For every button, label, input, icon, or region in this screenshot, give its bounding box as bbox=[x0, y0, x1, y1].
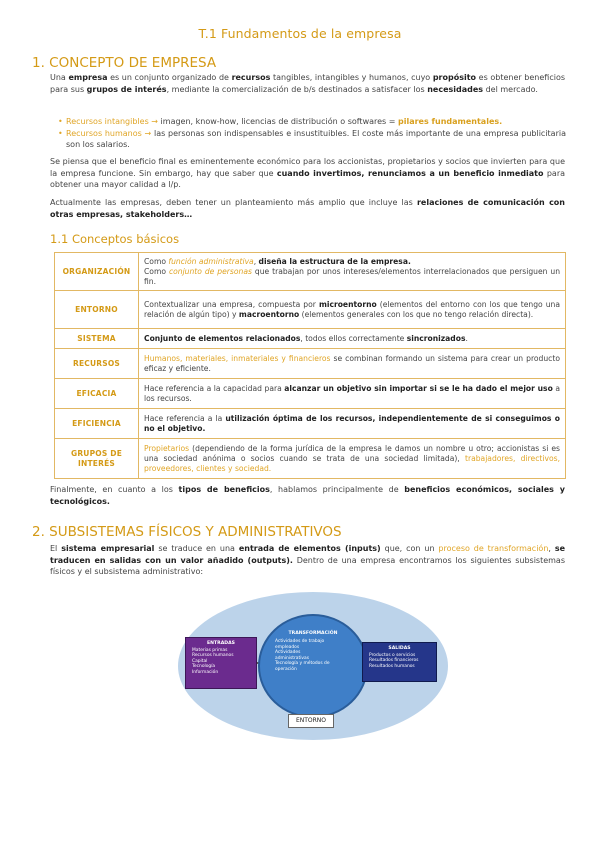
row-description: Propietarios (dependiendo de la forma jurídica de la empresa le damos un nombre u otro; accionistas si es una sociedad anónima o socios cuando se trata de una sociedad limitada), trabajadores, directivos, proveedores, clientes y sociedad. bbox=[139, 439, 566, 479]
list-item: Productos o servicios bbox=[369, 652, 416, 658]
list-item: Información bbox=[192, 669, 219, 675]
table-row bbox=[55, 329, 566, 349]
outputs-box bbox=[362, 642, 437, 682]
transformation-title: TRANSFORMACIÓN bbox=[288, 631, 338, 636]
concepts-table bbox=[54, 252, 566, 479]
row-description: Hace referencia a la utilización óptima de los recursos, independientemente de si conseguimos o no el objetivo. bbox=[139, 409, 566, 439]
section-1-paragraph-2: Se piensa que el beneficio final es eminentemente económico para los accionistas, propietarios y socios que invierten para que la empresa funcione. Sin embargo, hay que saber que cuando invertimos, renunciamos a un beneficio inmediato para obtener una mayor calidad a l/p. bbox=[50, 157, 566, 189]
table-row bbox=[55, 349, 566, 379]
section-1-paragraph-1: Una empresa es un conjunto organizado de recursos tangibles, intangibles y humanos, cuyo propósito es obtener beneficios para sus grupos de interés, mediante la comercialización de b/s destinados a satisfacer los necesidades del mercado. bbox=[50, 73, 566, 94]
row-label: ENTORNO bbox=[55, 291, 139, 329]
table-row bbox=[55, 409, 566, 439]
resource-bullet-list bbox=[58, 116, 566, 151]
list-item: operación bbox=[275, 666, 297, 672]
row-description: Conjunto de elementos relacionados, todos ellos correctamente sincronizados. bbox=[139, 329, 566, 349]
business-system-diagram bbox=[178, 592, 448, 740]
table-row bbox=[55, 291, 566, 329]
inputs-box bbox=[185, 637, 257, 689]
row-label: EFICACIA bbox=[55, 379, 139, 409]
section-2-paragraph: El sistema empresarial se traduce en una entrada de elementos (inputs) que, con un proceso de transformación, se traducen en salidas con un valor añadido (outputs). Dentro de una empresa encontramos los siguientes subsistemas físicos y el subsistema administrativo: bbox=[50, 544, 566, 576]
list-item: Tecnología bbox=[192, 664, 216, 670]
table-row bbox=[55, 379, 566, 409]
page-title: T.1 Fundamentos de la empresa bbox=[198, 26, 402, 41]
benefits-paragraph: Finalmente, en cuanto a los tipos de beneficios, hablamos principalmente de beneficios económicos, sociales y tecnológicos. bbox=[50, 485, 565, 506]
transformation-list bbox=[275, 639, 355, 673]
inputs-title: ENTRADAS bbox=[207, 641, 235, 646]
list-item: Capital bbox=[192, 658, 208, 664]
list-item: Resultados humanos bbox=[369, 663, 415, 669]
row-description: Como función administrativa, diseña la estructura de la empresa. Como conjunto de personas que trabajan por unos intereses/elementos interrelacionados que persiguen un fin. bbox=[139, 253, 566, 291]
bullet-icon: • bbox=[58, 117, 63, 126]
list-item: • Recursos humanos → las personas son indispensables e insustituibles. El coste más importante de una empresa publicitaria son los salarios. bbox=[58, 128, 566, 149]
list-item: Materias primas bbox=[192, 647, 228, 653]
row-description: Contextualizar una empresa, compuesta por microentorno (elementos del entorno con los que tengo una relación de algún tipo) y macroentorno (elementos generales con los que no tengo relación directa). bbox=[139, 291, 566, 329]
outputs-title: SALIDAS bbox=[388, 646, 411, 651]
row-description: Humanos, materiales, inmateriales y financieros se combinan formando un sistema para crear un producto eficaz y eficiente. bbox=[139, 349, 566, 379]
section-1-paragraph-3: Actualmente las empresas, deben tener un planteamiento más amplio que incluye las relaciones de comunicación con otras empresas, stakeholders… bbox=[50, 198, 565, 219]
row-label: ORGANIZACIÓN bbox=[55, 253, 139, 291]
list-item: empleados bbox=[275, 644, 300, 650]
row-description: Hace referencia a la capacidad para alcanzar un objetivo sin importar si se le ha dado el mejor uso a los recursos. bbox=[139, 379, 566, 409]
list-item: Actividades de trabajo bbox=[275, 639, 325, 644]
list-item: Tecnología y métodos de bbox=[275, 661, 330, 667]
table-row bbox=[55, 253, 566, 291]
row-label: RECURSOS bbox=[55, 349, 139, 379]
row-label: EFICIENCIA bbox=[55, 409, 139, 439]
section-1-1-heading: 1.1 Conceptos básicos bbox=[50, 232, 180, 246]
list-item: Resultados financieros bbox=[369, 658, 419, 664]
list-item: administrativas bbox=[275, 655, 309, 661]
row-label: GRUPOS DE INTERÉS bbox=[55, 439, 139, 479]
list-item: • Recursos intangibles → imagen, know-how, licencias de distribución o softwares = pilares fundamentales. bbox=[58, 117, 503, 126]
list-item: Actividades bbox=[275, 650, 301, 656]
section-2-heading: 2. SUBSISTEMAS FÍSICOS Y ADMINISTRATIVOS bbox=[32, 524, 342, 540]
section-1-heading: 1. CONCEPTO DE EMPRESA bbox=[32, 55, 217, 71]
table-row bbox=[55, 439, 566, 479]
list-item: Recursos humanos bbox=[192, 653, 234, 659]
environment-label: ENTORNO bbox=[288, 714, 334, 728]
row-label: SISTEMA bbox=[55, 329, 139, 349]
transformation-circle bbox=[258, 614, 368, 718]
bullet-icon: • bbox=[58, 128, 63, 138]
